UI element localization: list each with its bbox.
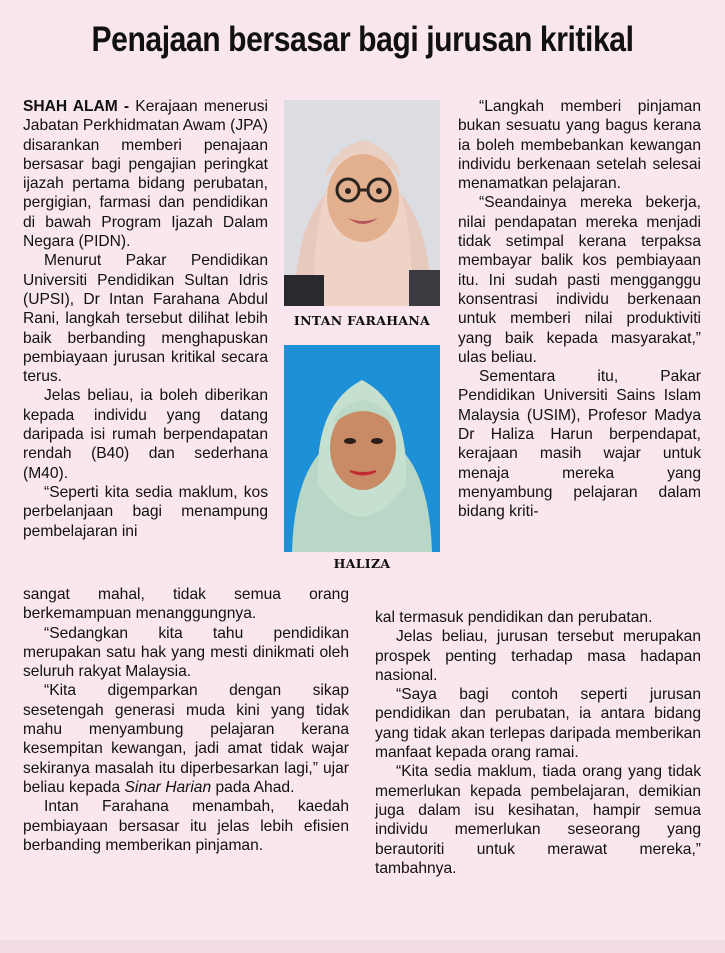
column-3-continued	[375, 608, 701, 878]
paragraph: Menurut Pakar Pendidikan Universiti Pendidikan Sultan Idris (UPSI), Dr Intan Farahana Abdul Rani, langkah tersebut dilihat lebih baik berbanding menghapuskan pembiayaan jurusan kritikal secara terus.	[23, 252, 268, 386]
paragraph-text: Kerajaan menerusi Jabatan Perkhidmatan Awam (JPA) disarankan memberi penajaan bersasar bagi pengajian peringkat ijazah pertama bidang perubatan, pergigian, farmasi dan pendidikan di bawah Program Ijazah Dalam Negara (PIDN).	[23, 98, 268, 251]
column-1	[23, 97, 268, 541]
photo-intan-farahana	[284, 100, 440, 306]
paragraph: “Langkah memberi pinjaman bukan sesuatu yang bagus kerana ia boleh membebankan kewangan individu berkenaan setelah selesai menamatkan pelajaran.	[458, 98, 701, 193]
photo-caption: HALIZA	[333, 556, 391, 571]
paragraph-text: “Kita digemparkan dengan sikap sesetengah generasi muda kini yang tidak mahu menyambung pelajaran kerana kesempitan kewangan, jadi amat tidak wajar sekiranya masalah itu diperbesarkan lagi,” ujar beliau kepada	[23, 682, 349, 796]
page-footer-band	[0, 940, 725, 953]
paragraph	[23, 681, 349, 797]
paragraph: “Seandainya mereka bekerja, nilai pendapatan mereka menjadi tidak setimpal kerana terpaksa membayar balik kos pembiayaan itu. Ini sudah pasti mengganggu konsentrasi individu berkenaan untuk memberi nilai produktiviti yang baik kepada masyarakat,” ulas beliau.	[458, 194, 701, 366]
paragraph: Jelas beliau, jurusan tersebut merupakan prospek penting terhadap masa hadapan nasional.	[375, 628, 701, 684]
paragraph: Jelas beliau, ia boleh diberikan kepada individu yang datang daripada isi rumah berpendapatan rendah (B40) dan sederhana (M40).	[23, 387, 268, 482]
paragraph-text: pada Ahad.	[215, 778, 295, 796]
photo-caption: INTAN FARAHANA	[293, 313, 431, 328]
paragraph: “Sedangkan kita tahu pendidikan merupakan satu hak yang mesti dinikmati oleh seluruh rakyat Malaysia.	[23, 624, 349, 681]
headline: Penajaan bersasar bagi jurusan kritikal	[91, 20, 634, 59]
paragraph: “Saya bagi contoh seperti jurusan pendidikan dan perubatan, ia antara bidang yang tidak akan terlepas daripada memberikan manfaat kepada orang ramai.	[375, 686, 701, 762]
paragraph: “Seperti kita sedia maklum, kos perbelanjaan bagi menampung pembelajaran ini	[23, 483, 268, 540]
photo-haliza	[284, 345, 440, 552]
paragraph: Intan Farahana menambah, kaedah pembiayaan bersasar itu jelas lebih efisien berbanding memberikan pinjaman.	[23, 798, 349, 854]
column-3	[458, 97, 701, 522]
paragraph: Sementara itu, Pakar Pendidikan Universiti Sains Islam Malaysia (USIM), Profesor Madya Dr Haliza Harun berpendapat, kerajaan masih wajar untuk menaja mereka yang menyambung pelajaran dalam bidang kriti-	[458, 368, 701, 521]
dateline: SHAH ALAM -	[23, 98, 130, 115]
paragraph: sangat mahal, tidak semua orang berkemampuan menanggungnya.	[23, 586, 349, 623]
publication-name: Sinar Harian	[124, 778, 212, 796]
portrait-intan-icon	[284, 100, 440, 306]
paragraph: kal termasuk pendidikan dan perubatan.	[375, 609, 653, 626]
paragraph	[23, 97, 268, 251]
column-1-continued	[23, 585, 349, 855]
paragraph: “Kita sedia maklum, tiada orang yang tidak memerlukan kepada pembelajaran, demikian juga dalam isu kesihatan, hampir semua individu memerlukan seseorang yang berautoriti untuk merawat mereka,” tambahnya.	[375, 763, 701, 877]
portrait-haliza-icon	[284, 345, 440, 552]
